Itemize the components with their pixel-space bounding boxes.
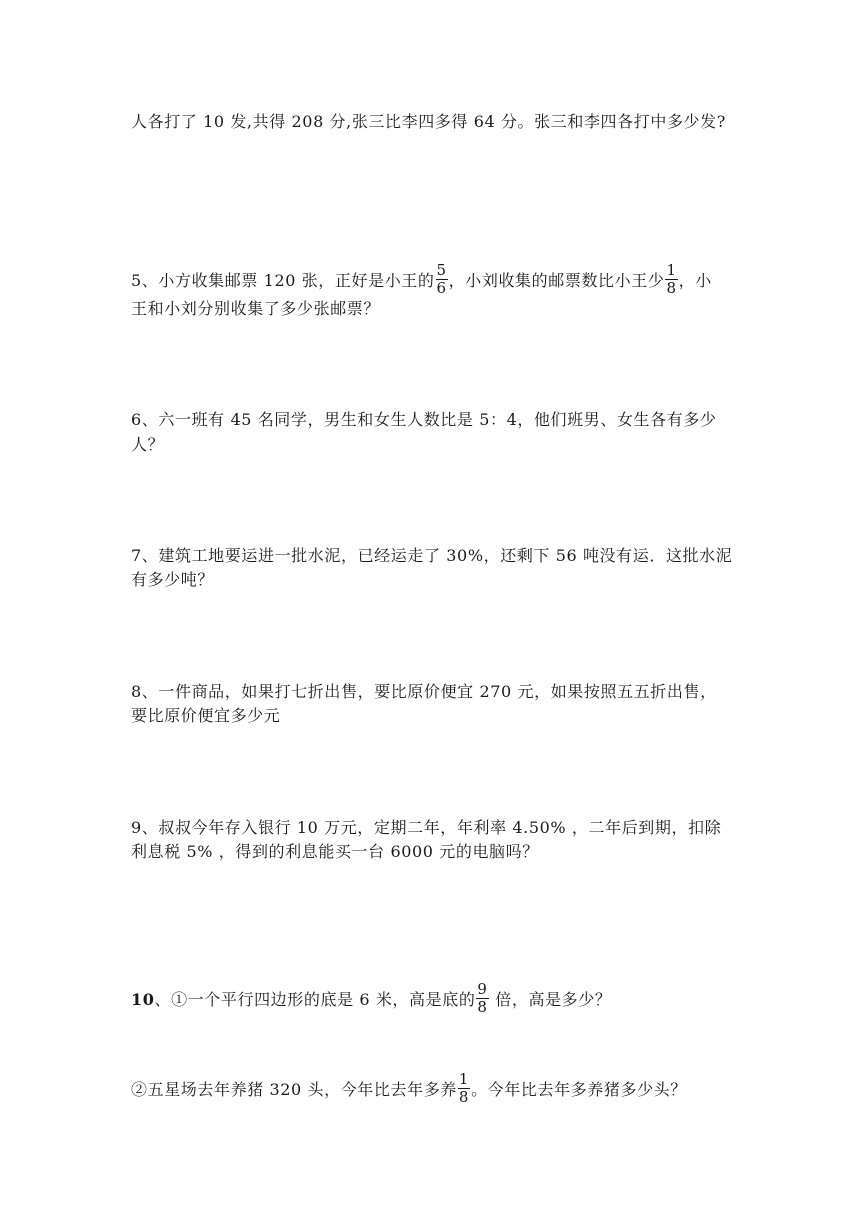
q10b-fraction	[458, 1071, 470, 1106]
q10-fraction-denominator: 8	[477, 998, 488, 1016]
q4-continuation-line: 人各打了 10 发,共得 208 分,张三比李四多得 64 分。张三和李四各打中多少发?	[131, 112, 726, 131]
q10b-text-1: ②五星场去年养猪 320 头，今年比去年多养	[131, 1080, 457, 1099]
q7-line-1: 7、建筑工地要运进一批水泥，已经运走了 30%，还剩下 56 吨没有运．这批水泥	[131, 546, 733, 565]
q5-fraction-1	[436, 262, 448, 297]
q5-fraction-2-denominator: 8	[666, 279, 677, 297]
q7-line-2: 有多少吨？	[131, 570, 215, 589]
q6-line-1: 6、六一班有 45 名同学，男生和女生人数比是 5：4，他们班男、女生各有多少	[131, 410, 717, 429]
q9-line-2: 利息税 5% ，得到的利息能买一台 6000 元的电脑吗？	[131, 842, 539, 861]
q8-line-2: 要比原价便宜多少元	[131, 706, 281, 725]
q5-fraction-1-denominator: 6	[436, 279, 447, 297]
q10-number: 10	[131, 990, 155, 1009]
q5-text-1: 5、小方收集邮票 120 张，正好是小王的	[131, 271, 435, 290]
q6-line-2: 人？	[131, 435, 165, 454]
q5-text-2: ，小刘收集的邮票数比小王少	[448, 271, 665, 290]
q10b-fraction-denominator: 8	[458, 1088, 470, 1106]
q5-text-3: ，小	[678, 271, 712, 290]
q8-line-1: 8、一件商品，如果打七折出售，要比原价便宜 270 元，如果按照五五折出售，	[131, 682, 717, 701]
q5-fraction-2-numerator: 1	[666, 261, 677, 279]
q10-text-1: 、①一个平行四边形的底是 6 米，高是底的	[154, 990, 476, 1009]
q10-line	[131, 980, 612, 1018]
q5-fraction-2	[665, 262, 677, 297]
q9-line-1: 9、叔叔今年存入银行 10 万元，定期二年，年利率 4.50% ，二年后到期，扣除	[131, 818, 722, 837]
q5-line-2: 王和小刘分别收集了多少张邮票？	[131, 299, 381, 318]
q10b-line	[131, 1070, 687, 1108]
q5-line-1	[131, 261, 712, 299]
q10b-fraction-numerator: 1	[458, 1070, 470, 1088]
q10-text-2: 倍，高是多少？	[489, 990, 612, 1009]
q5-fraction-1-numerator: 5	[436, 261, 447, 279]
q10-fraction	[476, 981, 488, 1016]
q10b-text-2: 。今年比去年多养猪多少头？	[471, 1080, 687, 1099]
q10-fraction-numerator: 9	[477, 980, 488, 998]
